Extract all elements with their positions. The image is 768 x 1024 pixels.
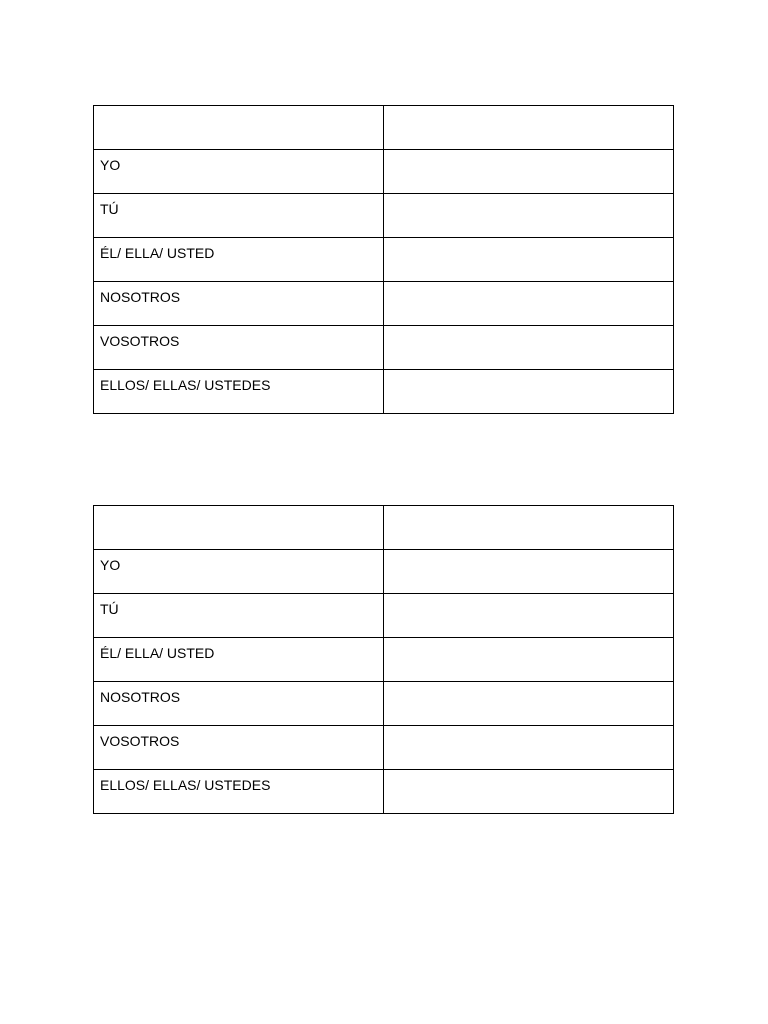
table-row	[94, 370, 674, 414]
answer-cell[interactable]	[384, 550, 674, 594]
pronoun-cell	[94, 726, 384, 770]
pronoun-cell	[94, 370, 384, 414]
pronoun-cell	[94, 194, 384, 238]
table-row	[94, 770, 674, 814]
table-row	[94, 638, 674, 682]
pronoun-label: ELLOS/ ELLAS/ USTEDES	[100, 777, 271, 793]
answer-cell[interactable]	[384, 238, 674, 282]
answer-cell[interactable]	[384, 326, 674, 370]
pronoun-cell	[94, 150, 384, 194]
answer-cell[interactable]	[384, 150, 674, 194]
pronoun-cell	[94, 282, 384, 326]
answer-cell[interactable]	[384, 282, 674, 326]
pronoun-cell	[94, 770, 384, 814]
table-header-row	[94, 106, 674, 150]
pronoun-label: ELLOS/ ELLAS/ USTEDES	[100, 377, 271, 393]
answer-cell[interactable]	[384, 194, 674, 238]
pronoun-cell	[94, 682, 384, 726]
pronoun-cell	[94, 594, 384, 638]
answer-cell[interactable]	[384, 638, 674, 682]
header-cell-answer	[384, 106, 674, 150]
pronoun-cell	[94, 550, 384, 594]
pronoun-label: NOSOTROS	[100, 689, 181, 705]
pronoun-label: TÚ	[100, 601, 119, 617]
pronoun-label: VOSOTROS	[100, 333, 180, 349]
pronoun-cell	[94, 638, 384, 682]
table-row	[94, 326, 674, 370]
header-cell-answer	[384, 506, 674, 550]
header-cell-verb	[94, 106, 384, 150]
table-header-row	[94, 506, 674, 550]
table-row	[94, 726, 674, 770]
conjugation-table-2	[93, 505, 674, 814]
pronoun-label: YO	[100, 557, 121, 573]
conjugation-table-1	[93, 105, 674, 414]
table-row	[94, 238, 674, 282]
pronoun-label: ÉL/ ELLA/ USTED	[100, 645, 215, 661]
header-cell-verb	[94, 506, 384, 550]
pronoun-label: VOSOTROS	[100, 733, 180, 749]
table-row	[94, 594, 674, 638]
table-row	[94, 150, 674, 194]
pronoun-label: TÚ	[100, 201, 119, 217]
pronoun-cell	[94, 326, 384, 370]
pronoun-label: YO	[100, 157, 121, 173]
table-row	[94, 282, 674, 326]
answer-cell[interactable]	[384, 594, 674, 638]
answer-cell[interactable]	[384, 726, 674, 770]
table-row	[94, 682, 674, 726]
answer-cell[interactable]	[384, 682, 674, 726]
pronoun-label: NOSOTROS	[100, 289, 181, 305]
table-row	[94, 194, 674, 238]
answer-cell[interactable]	[384, 770, 674, 814]
answer-cell[interactable]	[384, 370, 674, 414]
pronoun-label: ÉL/ ELLA/ USTED	[100, 245, 215, 261]
table-row	[94, 550, 674, 594]
pronoun-cell	[94, 238, 384, 282]
